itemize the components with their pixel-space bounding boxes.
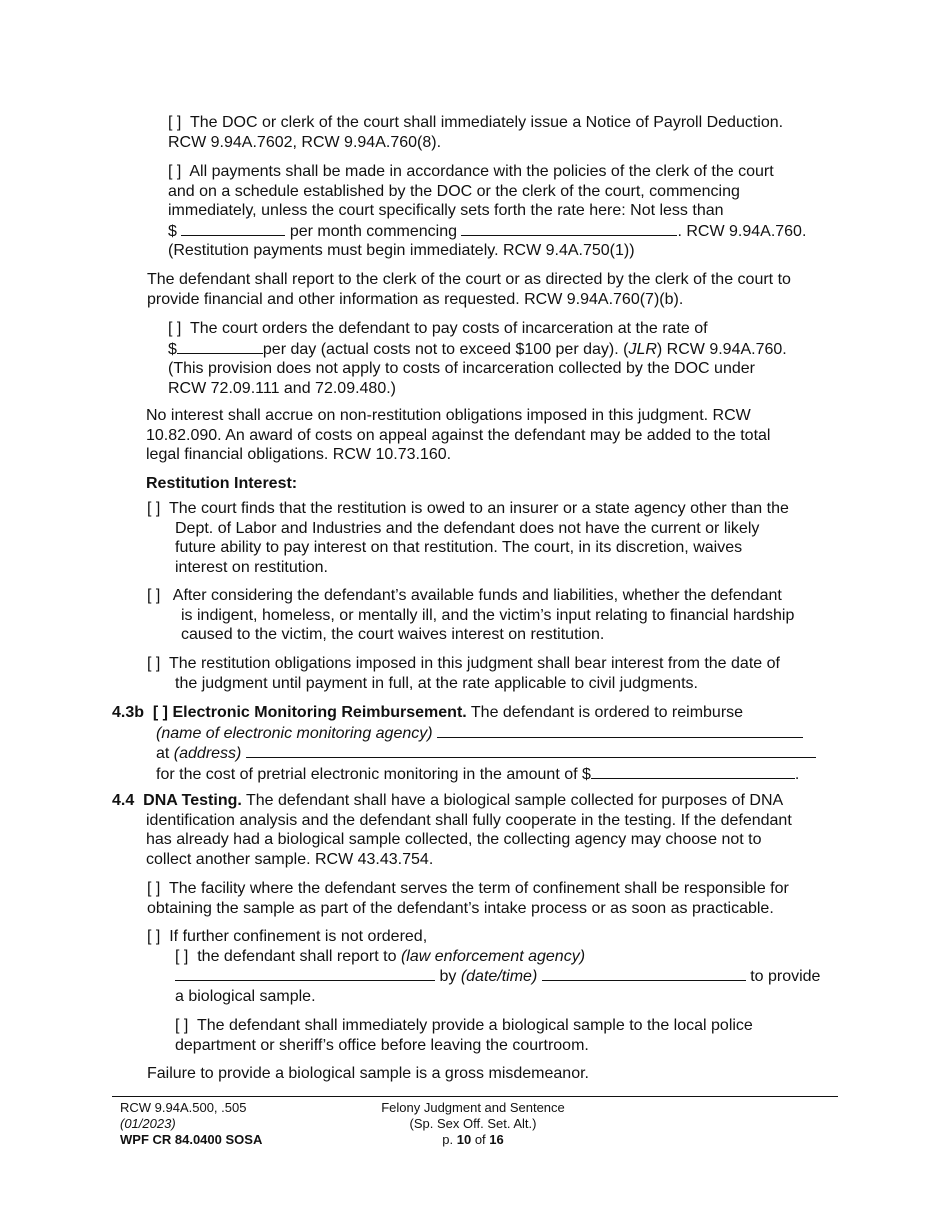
checkbox[interactable]: [ ] bbox=[147, 928, 161, 945]
option-1-line-1: The court finds that the restitution is owed to an insurer or a state agency other than the bbox=[168, 500, 789, 517]
interest-paragraph bbox=[146, 406, 770, 465]
monthly-amount-blank[interactable] bbox=[181, 221, 285, 236]
payments-line-2: and on a schedule established by the DOC or the clerk of the court, commencing bbox=[168, 182, 740, 200]
dollar-sign: $ bbox=[168, 340, 177, 358]
payroll-deduction-option bbox=[168, 113, 783, 152]
section-title: Electronic Monitoring Reimbursement. bbox=[172, 704, 467, 721]
period: . bbox=[794, 765, 800, 783]
further-confinement-option bbox=[147, 927, 820, 1006]
footer-date: (01/2023) bbox=[120, 1116, 176, 1131]
restitution-option-3 bbox=[147, 654, 780, 693]
at-label: at bbox=[156, 745, 170, 762]
footer-form-id: WPF CR 84.0400 SOSA bbox=[120, 1132, 263, 1147]
checkbox[interactable]: [ ] bbox=[147, 880, 161, 897]
restitution-option-2 bbox=[147, 586, 794, 645]
interest-line-1: No interest shall accrue on non-restitution obligations imposed in this judgment. RCW bbox=[146, 407, 751, 424]
datetime-blank[interactable] bbox=[542, 966, 746, 981]
checkbox[interactable]: [ ] bbox=[168, 114, 182, 131]
incarceration-line-1: The court orders the defendant to pay costs of incarceration at the rate of bbox=[189, 320, 708, 337]
to-provide-label: to provide bbox=[750, 968, 821, 985]
report-to-text: the defendant shall report to bbox=[197, 947, 397, 965]
address-blank[interactable] bbox=[246, 743, 816, 758]
option-2-line-1: After considering the defendant’s available funds and liabilities, whether the defendant bbox=[172, 587, 782, 604]
page-number: p. 10 of 16 bbox=[442, 1132, 504, 1147]
further-text: If further confinement is not ordered, bbox=[169, 928, 428, 945]
dna-line-4: collect another sample. RCW 43.43.754. bbox=[146, 850, 434, 868]
footer-title: Felony Judgment and Sentence bbox=[381, 1100, 565, 1115]
incarceration-line-4: RCW 72.09.111 and 72.09.480.) bbox=[168, 379, 396, 397]
dollar-sign: $ bbox=[168, 222, 177, 240]
checkbox[interactable]: [ ] bbox=[175, 1017, 189, 1034]
incarceration-line-2b: ) RCW 9.94A.760. bbox=[656, 340, 787, 358]
section-4-4 bbox=[112, 791, 792, 869]
facility-line-1: The facility where the defendant serves the term of confinement shall be responsible for bbox=[168, 880, 789, 897]
agency-blank[interactable] bbox=[175, 966, 435, 981]
option-3-line-1: The restitution obligations imposed in this judgment shall bear interest from the date of bbox=[168, 655, 780, 672]
checkbox[interactable]: [ ] bbox=[147, 587, 161, 604]
checkbox[interactable]: [ ] bbox=[152, 704, 169, 721]
footer-rcw: RCW 9.94A.500, .505 bbox=[120, 1100, 247, 1115]
checkbox[interactable]: [ ] bbox=[168, 320, 182, 337]
checkbox[interactable]: [ ] bbox=[147, 655, 161, 672]
incarceration-line-2a: per day (actual costs not to exceed $100 per day). ( bbox=[262, 340, 629, 358]
footer-center bbox=[348, 1100, 598, 1148]
incarceration-line-3: (This provision does not apply to costs of incarceration collected by the DOC under bbox=[168, 360, 755, 377]
option-3-line-2: the judgment until payment in full, at the rate applicable to civil judgments. bbox=[175, 674, 698, 692]
facility-line-2: obtaining the sample as part of the defendant’s intake process or as soon as practicable. bbox=[147, 899, 774, 917]
dna-line-1: The defendant shall have a biological sample collected for purposes of DNA bbox=[245, 792, 784, 809]
interest-line-3: legal financial obligations. RCW 10.73.160. bbox=[146, 446, 452, 463]
report-line-2: provide financial and other information as requested. RCW 9.94A.760(7)(b). bbox=[147, 290, 684, 308]
incarceration-option bbox=[168, 319, 787, 398]
failure-statement: Failure to provide a biological sample is a gross misdemeanor. bbox=[147, 1065, 589, 1082]
payments-line-1: All payments shall be made in accordance with the policies of the clerk of the court bbox=[189, 163, 774, 180]
checkbox[interactable]: [ ] bbox=[168, 163, 182, 180]
report-line-1: The defendant shall report to the clerk of the court or as directed by the clerk of the court to bbox=[147, 271, 791, 288]
agency-label: (name of electronic monitoring agency) bbox=[156, 724, 433, 742]
daily-rate-blank[interactable] bbox=[177, 339, 263, 354]
immediate-sample-option bbox=[175, 1016, 753, 1055]
checkbox[interactable]: [ ] bbox=[175, 947, 189, 965]
option-2-line-2: is indigent, homeless, or mentally ill, and the victim’s input relating to financial hardship bbox=[181, 606, 795, 624]
restitution-option-1 bbox=[147, 499, 789, 577]
option-1-line-3: future ability to pay interest on that restitution. The court, in its discretion, waives bbox=[175, 539, 743, 556]
agency-name-blank[interactable] bbox=[437, 723, 803, 738]
payments-line-3: immediately, unless the court specifically sets forth the rate here: Not less than bbox=[168, 202, 724, 219]
section-title: DNA Testing. bbox=[143, 792, 242, 809]
address-label: (address) bbox=[173, 745, 242, 762]
payroll-line-2: RCW 9.94A.7602, RCW 9.94A.760(8). bbox=[168, 133, 442, 151]
interest-line-2: 10.82.090. An award of costs on appeal against the defendant may be added to the total bbox=[146, 426, 771, 444]
payments-schedule-option bbox=[168, 162, 806, 261]
checkbox[interactable]: [ ] bbox=[147, 500, 161, 517]
immediate-line-1: The defendant shall immediately provide a biological sample to the local police bbox=[196, 1017, 753, 1034]
facility-option bbox=[147, 879, 789, 918]
cost-text: for the cost of pretrial electronic monitoring in the amount of $ bbox=[156, 765, 591, 783]
restitution-interest-heading: Restitution Interest: bbox=[146, 475, 298, 492]
dna-line-2: identification analysis and the defendant shall fully cooperate in the testing. If the defendant bbox=[146, 811, 792, 829]
section-intro: The defendant is ordered to reimburse bbox=[470, 704, 744, 721]
payments-line-5: (Restitution payments must begin immediately. RCW 9.4A.750(1)) bbox=[168, 242, 635, 259]
immediate-line-2: department or sheriff’s office before leaving the courtroom. bbox=[175, 1036, 589, 1054]
page-footer bbox=[112, 1096, 838, 1147]
payroll-line-1: The DOC or clerk of the court shall immediately issue a Notice of Payroll Deduction. bbox=[189, 114, 784, 131]
commencing-date-blank[interactable] bbox=[461, 221, 677, 236]
footer-subtitle: (Sp. Sex Off. Set. Alt.) bbox=[409, 1116, 537, 1131]
footer-left bbox=[120, 1100, 262, 1148]
dna-line-3: has already had a biological sample collected, the collecting agency may choose not to bbox=[146, 831, 762, 848]
jlr-abbrev: JLR bbox=[628, 340, 657, 358]
section-number: 4.4 bbox=[112, 792, 135, 809]
option-1-line-4: interest on restitution. bbox=[175, 558, 328, 576]
sample-tail: a biological sample. bbox=[175, 987, 316, 1005]
section-number: 4.3b bbox=[112, 704, 145, 721]
payments-rcw: . RCW 9.94A.760. bbox=[677, 222, 807, 240]
option-2-line-3: caused to the victim, the court waives interest on restitution. bbox=[181, 626, 605, 643]
per-month-label: per month commencing bbox=[289, 222, 457, 240]
section-4-3b bbox=[112, 703, 816, 784]
monitoring-amount-blank[interactable] bbox=[591, 764, 795, 779]
report-paragraph bbox=[147, 270, 791, 309]
by-label: by bbox=[439, 968, 457, 985]
agency-label: (law enforcement agency) bbox=[400, 947, 586, 965]
datetime-label: (date/time) bbox=[460, 968, 538, 985]
option-1-line-2: Dept. of Labor and Industries and the defendant does not have the current or likely bbox=[175, 519, 760, 537]
